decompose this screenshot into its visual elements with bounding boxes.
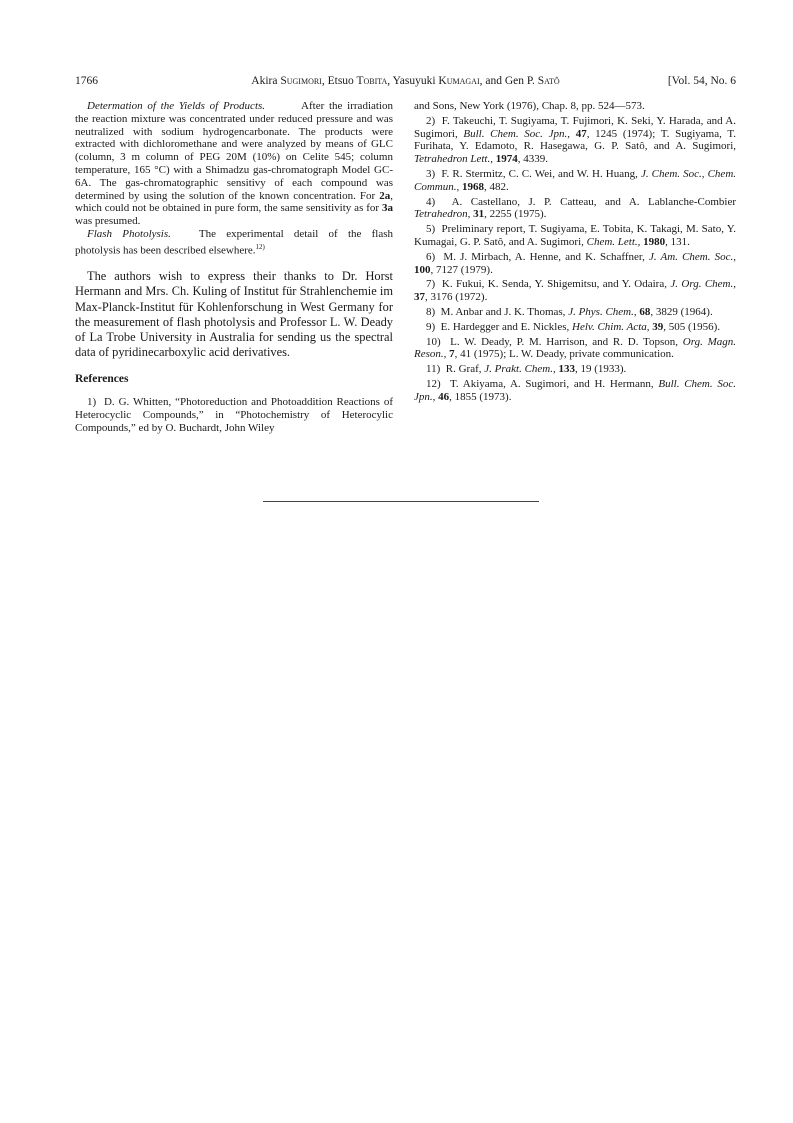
reference-7: 7) K. Fukui, K. Senda, Y. Shigemitsu, and Y. Odaira, J. Org. Chem., 37, 3176 (1972). bbox=[414, 278, 736, 304]
reference-4: 4) A. Castellano, J. P. Catteau, and A. Lablanche-Combier Tetrahedron, 31, 2255 (1975). bbox=[414, 195, 736, 221]
references-heading: References bbox=[75, 373, 129, 386]
right-column bbox=[414, 100, 736, 406]
compound-2a: 2a bbox=[379, 189, 391, 202]
yields-text-3: was presumed. bbox=[75, 215, 141, 228]
running-header bbox=[75, 75, 736, 91]
reference-12: 12) T. Akiyama, A. Sugimori, and H. Hermann, Bull. Chem. Soc. Jpn., 46, 1855 (1973). bbox=[414, 377, 736, 403]
yields-heading: Determation of the Yields of Products. bbox=[87, 100, 266, 112]
flash-citation: 12) bbox=[255, 242, 265, 251]
end-rule bbox=[263, 501, 539, 502]
acknowledgment: The authors wish to express their thanks to Dr. Horst Hermann and Mrs. Ch. Kuling of Institut für Strahlenchemie im Max-Planck-Institut für Kohlenforschung in West Germany for the measurement of flash photolysis and Professor L. W. Deady of La Trobe University in Australia for sending us the spectral data of pyridinecarboxylic acid derivatives. bbox=[75, 269, 393, 360]
yields-text-2: , which could not be obtained in pure form, the same sensitivity as for bbox=[75, 189, 393, 215]
flash-heading: Flash Photolysis. bbox=[87, 227, 171, 240]
reference-10: 10) L. W. Deady, P. M. Harrison, and R. D. Topson, Org. Magn. Reson., 7, 41 (1975); L. W. Deady, private communication. bbox=[414, 335, 737, 361]
flash-text: The experimental detail of the flash photolysis has been described elsewhere. bbox=[75, 227, 393, 257]
reference-8: 8) M. Anbar and J. K. Thomas, J. Phys. Chem., 68, 3829 (1964). bbox=[426, 305, 713, 318]
compound-3a: 3a bbox=[382, 202, 393, 215]
running-authors: Akira Sugimori, Etsuo Tobita, Yasuyuki Kumagai, and Gen P. Satô bbox=[251, 75, 560, 87]
reference-3: 3) F. R. Stermitz, C. C. Wei, and W. H. Huang, J. Chem. Soc., Chem. Commun., 1968, 482. bbox=[414, 167, 737, 193]
reference-5: 5) Preliminary report, T. Sugiyama, E. Tobita, K. Takagi, M. Sato, Y. Kumagai, G. P. Satô, and A. Sugimori, Chem. Lett., 1980, 131. bbox=[414, 223, 736, 248]
reference-6: 6) M. J. Mirbach, A. Henne, and K. Schaffner, J. Am. Chem. Soc., 100, 7127 (1979). bbox=[414, 250, 736, 276]
reference-11: 11) R. Graf, J. Prakt. Chem., 133, 19 (1933). bbox=[426, 363, 627, 376]
reference-1: 1) D. G. Whitten, “Photoreduction and Photoaddition Reactions of Heterocyclic Compounds,” in “Photochemistry of Heterocylic Compounds,” ed by O. Buchardt, John Wiley bbox=[75, 396, 393, 434]
yields-paragraph bbox=[75, 100, 393, 228]
volume-issue: [Vol. 54, No. 6 bbox=[667, 75, 736, 87]
reference-1-continued: and Sons, New York (1976), Chap. 8, pp. 524—573. bbox=[414, 100, 645, 112]
left-column bbox=[75, 100, 393, 437]
yields-text: After the irradiation the reaction mixture was concentrated under reduced pressure and was neutralized with sodium hydrogencarbonate. The products were extracted with dichloromethane and were analyzed by means of GLC (column, 3 m column of PEG 20M (10%) on Celite 545; column temperature, 165 °C) with a Shimadzu gas-chromatograph Model GC-6A. The gas-chromatographic sensitivy of each compound was determined by using the solution of the known concentration. For bbox=[75, 100, 393, 202]
page-number: 1766 bbox=[75, 75, 98, 87]
reference-9: 9) E. Hardegger and E. Nickles, Helv. Chim. Acta, 39, 505 (1956). bbox=[426, 320, 721, 333]
flash-paragraph bbox=[75, 228, 393, 257]
reference-2: 2) F. Takeuchi, T. Sugiyama, T. Fujimori, K. Seki, Y. Harada, and A. Sugimori, Bull. Chem. Soc. Jpn., 47, 1245 (1974); T. Sugiyama, T. Furihata, Y. Edamoto, R. Hasegawa, G. P. Satô, and A. Sugimori, Tetrahedron Lett., 1974, 4339. bbox=[414, 114, 736, 166]
